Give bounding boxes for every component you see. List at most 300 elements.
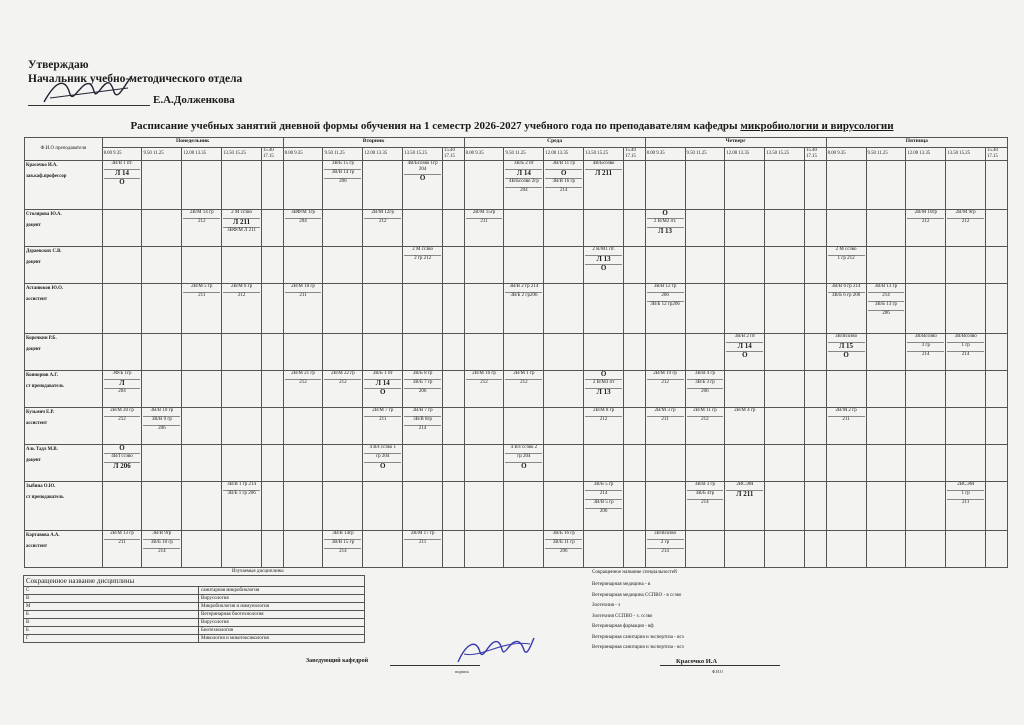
schedule-cell — [544, 284, 584, 333]
lesson-entry: 214 — [158, 548, 166, 554]
schedule-cell — [645, 407, 685, 444]
lesson-entry: 3В/В 10 гр — [143, 408, 180, 417]
teacher-row — [25, 444, 1008, 481]
schedule-cell — [363, 370, 403, 407]
schedule-cell — [765, 444, 805, 481]
lesson-entry: 2В/М 19 гр — [647, 371, 684, 380]
lesson-entry: Л 15 — [828, 343, 865, 352]
legend-row — [24, 627, 365, 635]
approval-line1: Утверждаю — [28, 59, 89, 71]
schedule-cell — [262, 370, 284, 407]
schedule-cell — [504, 481, 544, 530]
schedule-cell — [725, 161, 765, 210]
schedule-cell — [765, 370, 805, 407]
lesson-entry: 1 гр — [947, 343, 984, 352]
lesson-entry: О — [104, 445, 141, 454]
legend-abbreviation: Б — [24, 611, 199, 619]
lesson-entry: 3В/Б 13 гр — [868, 302, 905, 311]
teacher-name: Столярова Ю.А. — [26, 212, 62, 218]
lesson-entry: 3В/В 9гр — [143, 531, 180, 540]
lesson-entry: 2 М ссзво — [223, 210, 260, 219]
schedule-cell — [685, 481, 725, 530]
schedule-cell — [222, 444, 262, 481]
legend-caption: Изучаемые дисциплины — [232, 569, 284, 574]
schedule-cell — [323, 407, 363, 444]
schedule-cell — [986, 481, 1008, 530]
schedule-cell — [262, 161, 284, 210]
lesson-entry: 204 — [299, 219, 307, 225]
schedule-cell — [283, 407, 323, 444]
schedule-cell — [443, 444, 465, 481]
lesson-entry: 3В/В 7 гр — [404, 408, 441, 417]
lesson-entry: 2В/М 7 гр — [364, 408, 401, 417]
lesson-entry: Л 211 — [736, 489, 754, 498]
lesson-entry: 3В/В 6 гр 214 — [828, 284, 865, 293]
lesson-entry: 3В/Б 2 пт — [505, 161, 542, 170]
schedule-cell — [685, 161, 725, 210]
schedule-cell — [283, 284, 323, 333]
schedule-cell — [464, 247, 504, 284]
legend-abbreviation: В — [24, 619, 199, 627]
lesson-entry: 4В/Бсозво — [585, 161, 622, 170]
schedule-cell — [725, 530, 765, 567]
schedule-cell — [504, 161, 544, 210]
schedule-cell — [645, 161, 685, 210]
time-slot-header: 13.50 15.25 — [222, 148, 262, 161]
schedule-cell — [363, 210, 403, 247]
schedule-cell — [725, 247, 765, 284]
schedule-cell — [805, 407, 827, 444]
lesson-entry: 3В/Б 10 гр — [143, 540, 180, 549]
lesson-entry: 3В/В 9 гр — [143, 417, 180, 426]
schedule-cell — [725, 284, 765, 333]
lesson-entry: 3 гр — [907, 343, 944, 352]
time-slot-header: 12.00 13.35 — [544, 148, 584, 161]
schedule-cell — [584, 247, 624, 284]
teacher-name-cell — [25, 333, 103, 370]
teacher-name: Красочко И.А. — [26, 163, 58, 168]
schedule-cell — [624, 481, 646, 530]
legend-discipline: Вирусология — [199, 595, 365, 603]
lesson-entry: О — [545, 170, 582, 179]
lesson-entry: Л 14 — [505, 170, 542, 179]
lesson-entry: 2В/М 18 гр — [285, 284, 322, 293]
schedule-cell — [102, 210, 142, 247]
schedule-cell — [584, 407, 624, 444]
schedule-cell — [464, 530, 504, 567]
lesson-entry: 211 — [198, 293, 206, 299]
schedule-cell — [504, 444, 544, 481]
lesson-entry: Л 211 — [223, 219, 260, 228]
time-slot-header: 12.00 13.35 — [725, 148, 765, 161]
schedule-cell — [464, 333, 504, 370]
lesson-entry: 3В/Всозво — [947, 334, 984, 343]
lesson-entry: 212 — [520, 379, 528, 385]
schedule-cell — [142, 210, 182, 247]
schedule-cell — [866, 481, 906, 530]
lesson-entry: О — [419, 174, 426, 182]
schedule-cell — [906, 161, 946, 210]
lesson-entry: 214 — [961, 351, 970, 357]
schedule-cell — [464, 370, 504, 407]
schedule-cell — [544, 161, 584, 210]
lesson-entry: Л 206 — [113, 461, 131, 470]
schedule-cell — [765, 530, 805, 567]
time-slot-header: 8.00 9.35 — [645, 148, 685, 161]
lesson-entry: 2В/М 11 гр — [687, 408, 724, 417]
schedule-cell — [986, 370, 1008, 407]
schedule-cell — [403, 407, 443, 444]
lesson-entry: 4В/Бсозво 2гр — [505, 179, 542, 188]
lesson-entry: 214 — [868, 293, 905, 302]
time-slot-row — [25, 148, 1008, 161]
schedule-cell — [443, 333, 465, 370]
schedule-cell — [544, 481, 584, 530]
schedule-cell — [826, 407, 866, 444]
lesson-entry: 2 М ссзво — [828, 247, 865, 256]
schedule-cell — [363, 247, 403, 284]
schedule-cell — [464, 210, 504, 247]
schedule-cell — [645, 210, 685, 247]
schedule-cell — [765, 284, 805, 333]
schedule-cell — [323, 284, 363, 333]
day-header-tuesday: Вторник — [283, 138, 464, 148]
teacher-name-cell — [25, 210, 103, 247]
schedule-cell — [826, 370, 866, 407]
lesson-entry: 3ВФ/М Л 211 — [227, 228, 256, 234]
lesson-entry: 211 — [962, 499, 970, 505]
lesson-entry: 2В/М 16 гр — [466, 371, 503, 380]
schedule-cell — [323, 444, 363, 481]
lesson-entry: 1 гр — [947, 491, 984, 500]
lesson-entry: 212 — [339, 379, 347, 385]
lesson-entry: О — [380, 387, 386, 396]
teacher-position: ст преподаватель — [26, 383, 64, 389]
schedule-cell — [222, 333, 262, 370]
schedule-cell — [946, 370, 986, 407]
time-slot-header: 9.50 11.25 — [685, 148, 725, 161]
schedule-cell — [946, 247, 986, 284]
lesson-entry: 2В/М 14 гр — [183, 210, 220, 219]
head-of-department-name: Красочко И.А — [676, 658, 718, 665]
schedule-cell — [323, 247, 363, 284]
schedule-cell — [725, 444, 765, 481]
schedule-cell — [866, 284, 906, 333]
time-slot-header: 12.00 13.35 — [363, 148, 403, 161]
lesson-entry: Л 14 — [364, 380, 401, 389]
schedule-cell — [182, 247, 222, 284]
lesson-entry: 3В/Всозво — [907, 334, 944, 343]
lesson-entry: Л 13 — [658, 227, 673, 236]
lesson-entry: О — [742, 350, 748, 359]
schedule-cell — [403, 161, 443, 210]
schedule-cell — [826, 481, 866, 530]
schedule-cell — [283, 444, 323, 481]
lesson-entry: 2В/М 20 гр — [104, 408, 141, 417]
schedule-cell — [222, 210, 262, 247]
lesson-entry: 3В/Б 1 гр 206 — [227, 490, 256, 496]
lesson-entry: 3В/В 1 гр 214 — [223, 482, 260, 491]
schedule-cell — [906, 284, 946, 333]
schedule-cell — [504, 530, 544, 567]
legend-discipline: санитарная микробиология — [199, 587, 365, 595]
lesson-entry: 2В/М 12гр — [364, 210, 401, 219]
lesson-entry: 3ВФ/М 1гр — [285, 210, 322, 219]
lesson-entry: 2ВСЭМ — [947, 482, 984, 491]
schedule-cell — [262, 247, 284, 284]
time-slot-header: 15.40 17.15 — [262, 148, 284, 161]
legend-abbreviation: Г — [24, 635, 199, 643]
lesson-entry: 214 — [339, 548, 347, 554]
schedule-cell — [685, 333, 725, 370]
day-header-row — [25, 138, 1008, 148]
schedule-cell — [805, 247, 827, 284]
time-slot-header: 15.40 17.15 — [805, 148, 827, 161]
lesson-entry: 2В/М 4 гр — [734, 407, 756, 413]
head-name-line — [660, 665, 780, 666]
schedule-cell — [283, 210, 323, 247]
schedule-cell — [142, 444, 182, 481]
lesson-entry: 206 — [599, 508, 608, 514]
day-header-thursday: Четверг — [645, 138, 826, 148]
schedule-cell — [222, 284, 262, 333]
lesson-entry: О — [119, 178, 125, 186]
schedule-cell — [182, 444, 222, 481]
schedule-cell — [464, 407, 504, 444]
schedule-cell — [222, 370, 262, 407]
schedule-cell — [544, 370, 584, 407]
time-slot-header: 8.00 9.35 — [283, 148, 323, 161]
teacher-row — [25, 247, 1008, 284]
lesson-entry: 206 — [339, 179, 347, 184]
schedule-cell — [765, 161, 805, 210]
schedule-cell — [906, 247, 946, 284]
schedule-cell — [544, 247, 584, 284]
lesson-entry: 212 — [922, 219, 930, 225]
schedule-cell — [222, 407, 262, 444]
schedule-cell — [283, 530, 323, 567]
teacher-name: Коннорюв А.Г. — [26, 372, 59, 378]
lesson-entry: 2ВСЭМ — [726, 482, 763, 491]
lesson-entry: 212 — [237, 293, 246, 299]
legend-row — [24, 603, 365, 611]
teacher-name: Зыбина О.Ю. — [26, 483, 56, 489]
schedule-cell — [725, 370, 765, 407]
schedule-cell — [584, 333, 624, 370]
time-slot-header: 12.00 13.35 — [906, 148, 946, 161]
title-department: микробиологии и вирусологии — [740, 120, 894, 132]
lesson-entry: О — [600, 264, 607, 273]
lesson-entry: Л 14 — [726, 343, 763, 352]
specialty-item: Ветеринарная медицина ССПВО - в ссзво — [592, 592, 682, 598]
teacher-row — [25, 161, 1008, 210]
lesson-entry: 2В/М 10гр — [907, 210, 944, 219]
lesson-entry: Л 13 — [596, 387, 611, 396]
schedule-cell — [805, 284, 827, 333]
teacher-position: ассистент — [26, 543, 48, 549]
legend-abbreviation: Б — [24, 627, 199, 635]
schedule-cell — [906, 333, 946, 370]
lesson-entry: 3В/Б 6 гр 206 — [831, 293, 861, 299]
schedule-cell — [584, 370, 624, 407]
lesson-entry: 214 — [701, 499, 709, 505]
lesson-entry: 214 — [661, 548, 669, 554]
legend-row — [24, 611, 365, 619]
schedule-cell — [283, 161, 323, 210]
schedule-cell — [102, 407, 142, 444]
schedule-cell — [805, 481, 827, 530]
schedule-cell — [323, 161, 363, 210]
legend-abbreviation: М — [24, 603, 199, 611]
schedule-cell — [544, 530, 584, 567]
teacher-position: доцент — [26, 457, 41, 463]
lesson-entry: О — [585, 371, 622, 380]
teacher-position: ассистент — [26, 297, 48, 303]
lesson-entry: 3В/В 13 гр — [868, 284, 905, 293]
lesson-entry: 212 — [480, 379, 488, 385]
lesson-entry: Л 13 — [585, 256, 622, 265]
lesson-entry: 2В/М 3 гр — [647, 408, 684, 417]
schedule-cell — [805, 333, 827, 370]
lesson-entry: 206 — [158, 425, 166, 431]
schedule-cell — [544, 407, 584, 444]
lesson-entry: 3В/В 4 гр — [687, 371, 724, 380]
schedule-cell — [624, 444, 646, 481]
teacher-name: Кузьмич Е.Р. — [26, 409, 55, 415]
lesson-entry: Л 211 — [595, 169, 613, 177]
schedule-cell — [685, 444, 725, 481]
schedule-cell — [826, 247, 866, 284]
schedule-cell — [946, 161, 986, 210]
schedule-cell — [363, 333, 403, 370]
schedule-cell — [363, 481, 403, 530]
schedule-cell — [182, 481, 222, 530]
specialties-caption: Сокращенное название специальностей — [592, 570, 677, 575]
schedule-cell — [826, 333, 866, 370]
lesson-entry: 214 — [418, 425, 427, 431]
schedule-cell — [805, 530, 827, 567]
lesson-entry: 1 гр 212 — [837, 256, 855, 262]
lesson-entry: 214 — [922, 351, 930, 357]
lesson-entry: 2В/М 8 гр — [585, 408, 622, 417]
teacher-position: доцент — [26, 346, 41, 352]
lesson-entry: 2В/М 21 гр — [285, 371, 322, 380]
time-slot-header: 9.50 11.25 — [323, 148, 363, 161]
schedule-cell — [805, 161, 827, 210]
lesson-entry: 211 — [842, 416, 850, 422]
teacher-position: доцент — [26, 260, 41, 266]
schedule-cell — [826, 161, 866, 210]
schedule-cell — [906, 530, 946, 567]
time-slot-header: 9.50 11.25 — [866, 148, 906, 161]
schedule-cell — [142, 481, 182, 530]
lesson-entry: 4 В/Гссзво 2 — [505, 445, 542, 454]
lesson-entry: 3В/Б 2 гр206 — [510, 293, 538, 299]
legend-abbreviation: С — [24, 587, 199, 595]
schedule-cell — [624, 210, 646, 247]
schedule-cell — [464, 444, 504, 481]
schedule-cell — [363, 407, 403, 444]
lesson-entry: 211 — [418, 539, 427, 545]
schedule-cell — [102, 481, 142, 530]
schedule-cell — [685, 247, 725, 284]
schedule-cell — [182, 370, 222, 407]
lesson-entry: 3Ф/Б 1гр — [104, 371, 141, 380]
schedule-cell — [443, 284, 465, 333]
specialty-item: Ветеринарная медицина - в — [592, 582, 651, 587]
schedule-cell — [906, 370, 946, 407]
schedule-cell — [262, 530, 284, 567]
schedule-cell — [504, 284, 544, 333]
schedule-cell — [805, 444, 827, 481]
approval-name: Е.А.Долженкова — [153, 94, 235, 106]
lesson-entry: Л — [104, 380, 141, 389]
legend-discipline: Биотехнология — [199, 627, 365, 635]
lesson-entry: 2В/М 17 гр — [404, 531, 441, 540]
schedule-cell — [262, 407, 284, 444]
schedule-cell — [142, 370, 182, 407]
schedule-cell — [685, 407, 725, 444]
day-header-friday: Пятница — [826, 138, 1007, 148]
schedule-cell — [443, 407, 465, 444]
lesson-entry: 206 — [647, 293, 684, 302]
schedule-cell — [986, 161, 1008, 210]
day-header-wednesday: Среда — [464, 138, 645, 148]
schedule-cell — [765, 247, 805, 284]
legend-row — [24, 595, 365, 603]
schedule-cell — [222, 481, 262, 530]
specialty-item: Ветеринарная санитария и экспертиза - всэ — [592, 645, 684, 650]
time-slot-header: 8.00 9.35 — [464, 148, 504, 161]
teacher-name: Дзраевских С.В. — [26, 249, 62, 255]
teacher-row — [25, 370, 1008, 407]
schedule-cell — [765, 407, 805, 444]
schedule-cell — [866, 370, 906, 407]
schedule-cell — [323, 530, 363, 567]
day-header-monday: Понедельник — [102, 138, 283, 148]
title-main: Расписание учебных занятий дневной формы обучения на 1 семестр 2026-2027 учебного года по преподавателям кафедры — [130, 120, 738, 132]
schedule-cell — [765, 481, 805, 530]
lesson-entry: 2В/М 13 гр — [104, 531, 141, 540]
schedule-cell — [283, 247, 323, 284]
time-slot-header: 15.40 17.15 — [443, 148, 465, 161]
schedule-cell — [222, 161, 262, 210]
lesson-entry: 3В/В 1 пт. — [104, 161, 141, 170]
teacher-row — [25, 407, 1008, 444]
teacher-name: Аль Тадл М.В. — [26, 446, 58, 452]
schedule-cell — [403, 444, 443, 481]
legend-discipline: Вирусология — [199, 619, 365, 627]
lesson-entry: 2 М ссзво — [404, 247, 441, 256]
schedule-cell — [906, 481, 946, 530]
lesson-entry: гр 204 — [364, 454, 401, 463]
lesson-entry: 212 — [961, 219, 970, 225]
teacher-position: ст преподаватель — [26, 494, 64, 500]
lesson-entry: 3В/Б 5 гр — [585, 482, 622, 491]
schedule-cell — [363, 530, 403, 567]
time-slot-header: 13.50 15.25 — [765, 148, 805, 161]
lesson-entry: 2В/М 5 гр — [183, 284, 220, 293]
schedule-cell — [805, 210, 827, 247]
schedule-cell — [725, 210, 765, 247]
schedule-cell — [102, 370, 142, 407]
time-slot-header: 13.50 15.25 — [584, 148, 624, 161]
lesson-entry: 212 — [197, 219, 206, 225]
teacher-name-cell — [25, 370, 103, 407]
teacher-position: ассистент — [26, 420, 48, 426]
lesson-entry: 212 — [599, 416, 608, 422]
lesson-entry: О — [647, 210, 684, 219]
